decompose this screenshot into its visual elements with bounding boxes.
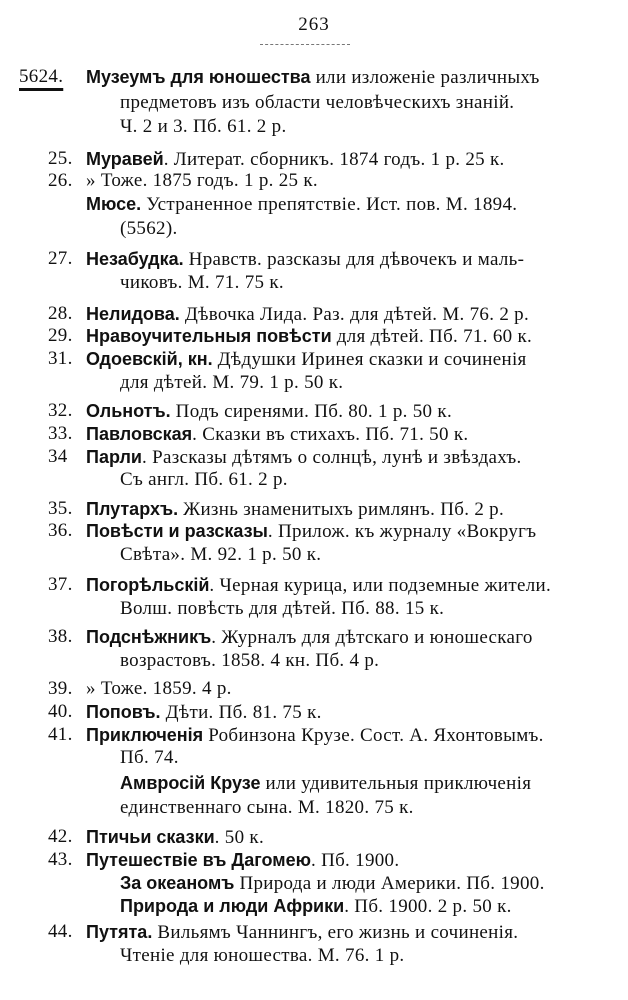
entry-title: Нелидова. [86,304,180,324]
entry-line [120,797,414,819]
page-number: 263 [298,14,330,35]
entry-title: Муравей [86,149,164,169]
entry-text: единственнаго сына. М. 1820. 75 к. [120,797,414,818]
entry-line [48,520,537,543]
entry-line [48,626,533,649]
entry-title: Природа и люди Африки [120,896,345,916]
entry-number: 44. [48,921,73,942]
entry-title: Незабудка. [86,249,184,269]
entry-line [120,544,321,566]
entry-line [120,372,343,394]
entry-text: Чтеніе для юношества. М. 76. 1 р. [120,945,405,966]
entry-text: или изложеніе различныхъ [310,67,540,88]
entry-line [86,193,517,216]
entry-text: Жизнь знаменитыхъ римлянъ. Пб. 2 р. [178,499,505,520]
entry-text: . Журналъ для дѣтскаго и юношескаго [211,627,533,648]
entry-line [48,574,552,597]
entry-line [120,945,404,967]
entry-text: Ч. 2 и 3. Пб. 61. 2 р. [120,116,287,137]
entry-title: Погорѣльскій [86,575,210,595]
entry-number: 5624. [19,66,64,87]
entry-text: чиковъ. М. 71. 75 к. [120,272,284,293]
entry-number: 35. [48,498,73,519]
entry-title: Мюсе. [86,194,142,214]
entry-line [48,423,469,446]
entry-title: Ольнотъ. [86,401,171,421]
entry-title: Птичьи сказки [86,827,215,847]
entry-line [48,170,318,192]
entry-line [120,772,531,795]
entry-number: 40. [48,701,73,722]
entry-title: Музеумъ для юношества [86,67,311,87]
entry-line [120,272,284,294]
entry-text: . Сказки въ стихахъ. Пб. 71. 50 к. [192,424,469,445]
entry-text: предметовъ изъ области человѣческихъ знаній. [120,92,515,113]
entry-number: 37. [48,574,73,595]
entry-line [48,701,322,724]
entry-text: Пб. 74. [120,747,179,768]
entry-title: Павловская [86,424,193,444]
entry-title: Парли [86,447,142,467]
entry-line [19,66,540,89]
entry-text: для дѣтей. Пб. 71. 60 к. [331,326,533,347]
entry-text: Устраненное препятствіе. Ист. пов. М. 1894. [141,194,518,215]
entry-title: Путята. [86,922,153,942]
entry-line [48,849,400,872]
entry-text: . Пб. 1900. 2 р. 50 к. [344,896,512,917]
entry-number: 34 [48,446,68,467]
entry-line [48,248,525,271]
entry-text: Природа и люди Америки. Пб. 1900. [234,873,545,894]
entry-text: Вильямъ Чаннингъ, его жизнь и сочиненія. [152,922,519,943]
entry-text: Свѣта». М. 92. 1 р. 50 к. [120,544,322,565]
entry-text: Подъ сиренями. Пб. 80. 1 р. 50 к. [170,401,452,422]
entry-text: или удивительныя приключенія [260,773,532,794]
entry-text: . 50 к. [214,827,265,848]
entry-text: Дѣвочка Лида. Раз. для дѣтей. М. 76. 2 р. [179,304,530,325]
entry-number: 25. [48,148,73,169]
entry-number: 43. [48,849,73,870]
entry-text: . Прилож. къ журналу «Вокругъ [267,521,537,542]
entry-line [48,921,519,944]
entry-text: . Разсказы дѣтямъ о солнцѣ, лунѣ и звѣздахъ. [142,447,522,468]
entry-line [48,446,522,469]
entry-line [120,872,545,895]
entry-title: Приключенія [86,725,204,745]
entry-number: 26. [48,170,73,191]
entry-number: 31. [48,348,73,369]
entry-line [120,116,287,138]
entry-title: Одоевскій, кн. [86,349,213,369]
entry-text: Нравств. разсказы для дѣвочекъ и маль- [183,249,525,270]
entry-title: Амвросій Крузе [120,773,261,793]
entry-number: 29. [48,325,73,346]
entry-text: Дѣти. Пб. 81. 75 к. [160,702,322,723]
entry-text: Дѣдушки Иринея сказки и сочиненія [212,349,527,370]
entry-text: для дѣтей. М. 79. 1 р. 50 к. [120,372,344,393]
entry-number: 27. [48,248,73,269]
entry-number: 36. [48,520,73,541]
entry-line [120,747,179,769]
header-rule [260,44,350,45]
entry-number: 33. [48,423,73,444]
entry-line [48,826,265,849]
entry-line [120,650,379,672]
entry-number: 32. [48,400,73,421]
entry-line [48,400,452,423]
entry-line [48,348,527,371]
entry-line [48,678,232,700]
entry-title: Нравоучительныя повѣсти [86,326,332,346]
entry-line [48,724,544,747]
entry-line [120,218,178,240]
entry-title: За океаномъ [120,873,235,893]
entry-number: 42. [48,826,73,847]
entry-title: Плутархъ. [86,499,179,519]
entry-line [48,325,533,348]
entry-number: 41. [48,724,73,745]
entry-title: Поповъ. [86,702,161,722]
entry-text: Съ англ. Пб. 61. 2 р. [120,469,288,490]
entry-line [120,895,512,918]
entry-text: . Черная курица, или подземные жители. [209,575,552,596]
entry-number: 39. [48,678,73,699]
entry-text: » Тоже. 1875 годъ. 1 р. 25 к. [86,170,318,191]
entry-text: . Литерат. сборникъ. 1874 годъ. 1 р. 25 к. [163,149,505,170]
entry-line [120,598,444,620]
entry-line [48,148,505,171]
entry-title: Путешествіе въ Дагомею [86,850,311,870]
entry-number: 38. [48,626,73,647]
entry-text: возрастовъ. 1858. 4 кн. Пб. 4 р. [120,650,380,671]
entry-text: . Пб. 1900. [310,850,400,871]
entry-number: 28. [48,303,73,324]
entry-text: (5562). [120,218,178,239]
entry-text: Робинзона Крузе. Сост. А. Яхонтовымъ. [203,725,544,746]
entry-title: Повѣсти и разсказы [86,521,268,541]
entry-line [48,303,530,326]
entry-line [48,498,505,521]
entry-text: » Тоже. 1859. 4 р. [86,678,232,699]
entry-title: Подснѣжникъ [86,627,212,647]
entry-text: Волш. повѣсть для дѣтей. Пб. 88. 15 к. [120,598,445,619]
entry-line [120,469,288,491]
entry-line [120,92,514,114]
